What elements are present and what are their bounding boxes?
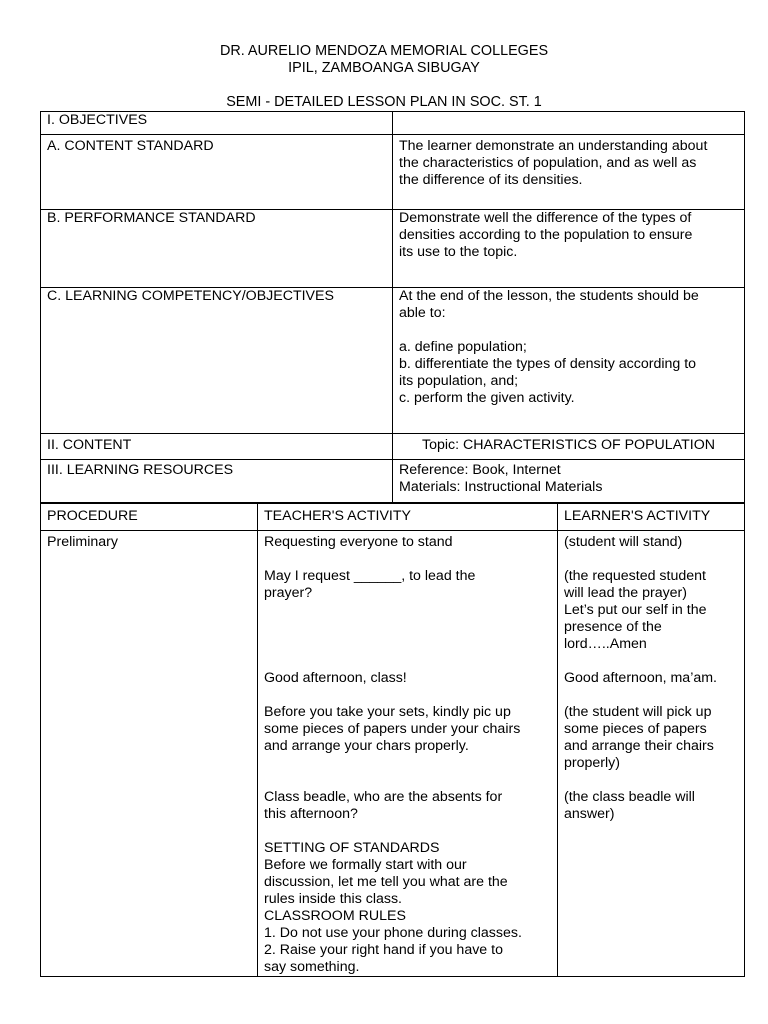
- performance-standard-label: B. PERFORMANCE STANDARD: [41, 210, 393, 288]
- text-line: c. perform the given activity.: [399, 390, 575, 406]
- text-line: Class beadle, who are the absents for: [264, 789, 503, 805]
- text-line: presence of the: [564, 619, 662, 635]
- text-line: 1. Do not use your phone during classes.: [264, 925, 522, 941]
- learner-activity-text: [558, 531, 745, 977]
- text-line: [399, 322, 738, 339]
- procedure-header-row: [41, 504, 745, 531]
- text-line: Before we formally start with our: [264, 857, 467, 873]
- objectives-heading-empty: [393, 112, 745, 135]
- resources-reference: Reference: Book, Internet: [399, 462, 561, 478]
- procedure-stage: Preliminary: [41, 531, 258, 977]
- text-line: (the requested student: [564, 568, 706, 584]
- text-line: [564, 772, 738, 789]
- text-line: The learner demonstrate an understanding about: [399, 138, 708, 154]
- text-line: [264, 755, 551, 772]
- text-line: a. define population;: [399, 339, 527, 355]
- text-line: the difference of its densities.: [399, 172, 583, 188]
- text-line: some pieces of papers under your chairs: [264, 721, 521, 737]
- learning-competency-text: [393, 288, 745, 434]
- text-line: densities according to the population to ensure: [399, 227, 693, 243]
- text-line: [264, 823, 551, 840]
- text-line: rules inside this class.: [264, 891, 402, 907]
- objectives-heading: I. OBJECTIVES: [41, 112, 393, 135]
- text-line: and arrange your chars properly.: [264, 738, 469, 754]
- text-line: [264, 636, 551, 653]
- content-standard-label: A. CONTENT STANDARD: [41, 135, 393, 210]
- text-line: discussion, let me tell you what are the: [264, 874, 508, 890]
- text-line: able to:: [399, 305, 446, 321]
- teacher-activity-text: [258, 531, 558, 977]
- school-address: IPIL, ZAMBOANGA SIBUGAY: [288, 60, 480, 76]
- text-line: some pieces of papers: [564, 721, 707, 737]
- text-line: (the student will pick up: [564, 704, 712, 720]
- text-line: CLASSROOM RULES: [264, 908, 406, 924]
- resources-materials: Materials: Instructional Materials: [399, 479, 603, 495]
- objectives-heading-row: [41, 112, 745, 135]
- objectives-table: [40, 111, 745, 503]
- text-line: At the end of the lesson, the students should be: [399, 288, 699, 304]
- school-name: DR. AURELIO MENDOZA MEMORIAL COLLEGES: [219, 43, 549, 59]
- text-line: [564, 551, 738, 568]
- resources-text: [393, 460, 745, 503]
- text-line: Requesting everyone to stand: [264, 534, 453, 550]
- learning-competency-label: C. LEARNING COMPETENCY/OBJECTIVES: [41, 288, 393, 434]
- lesson-plan-title: SEMI - DETAILED LESSON PLAN IN SOC. ST. 1: [226, 94, 542, 110]
- text-line: b. differentiate the types of density according to: [399, 356, 697, 372]
- preliminary-row: [41, 531, 745, 977]
- content-label: II. CONTENT: [41, 434, 393, 460]
- text-line: the characteristics of population, and as well as: [399, 155, 697, 171]
- performance-standard-text: [393, 210, 745, 288]
- text-line: May I request ______, to lead the: [264, 568, 476, 584]
- content-topic: Topic: CHARACTERISTICS OF POPULATION: [393, 434, 745, 460]
- content-standard-text: [393, 135, 745, 210]
- text-line: (student will stand): [564, 534, 683, 550]
- text-line: and arrange their chairs: [564, 738, 714, 754]
- text-line: Before you take your sets, kindly pic up: [264, 704, 511, 720]
- text-line: SETTING OF STANDARDS: [264, 840, 440, 856]
- text-line: [264, 619, 551, 636]
- text-line: its use to the topic.: [399, 244, 518, 260]
- content-standard-row: [41, 135, 745, 210]
- content-row: [41, 434, 745, 460]
- teacher-activity-header: TEACHER'S ACTIVITY: [258, 504, 558, 531]
- learning-competency-row: [41, 288, 745, 434]
- text-line: say something.: [264, 959, 360, 975]
- text-line: Good afternoon, class!: [264, 670, 407, 686]
- text-line: Good afternoon, ma’am.: [564, 670, 717, 686]
- resources-label: III. LEARNING RESOURCES: [41, 460, 393, 503]
- resources-row: [41, 460, 745, 503]
- text-line: prayer?: [264, 585, 313, 601]
- text-line: this afternoon?: [264, 806, 358, 822]
- procedure-table: [40, 503, 745, 977]
- text-line: (the class beadle will: [564, 789, 695, 805]
- text-line: [264, 602, 551, 619]
- text-line: will lead the prayer): [564, 585, 688, 601]
- text-line: answer): [564, 806, 615, 822]
- text-line: its population, and;: [399, 373, 519, 389]
- text-line: properly): [564, 755, 620, 771]
- text-line: 2. Raise your right hand if you have to: [264, 942, 503, 958]
- text-line: [264, 653, 551, 670]
- procedure-header: PROCEDURE: [41, 504, 258, 531]
- text-line: Let’s put our self in the: [564, 602, 707, 618]
- text-line: [564, 653, 738, 670]
- text-line: [564, 687, 738, 704]
- text-line: [264, 772, 551, 789]
- text-line: [264, 551, 551, 568]
- text-line: lord…..Amen: [564, 636, 647, 652]
- performance-standard-row: [41, 210, 745, 288]
- text-line: [264, 687, 551, 704]
- learner-activity-header: LEARNER'S ACTIVITY: [558, 504, 745, 531]
- text-line: Demonstrate well the difference of the types of: [399, 210, 692, 226]
